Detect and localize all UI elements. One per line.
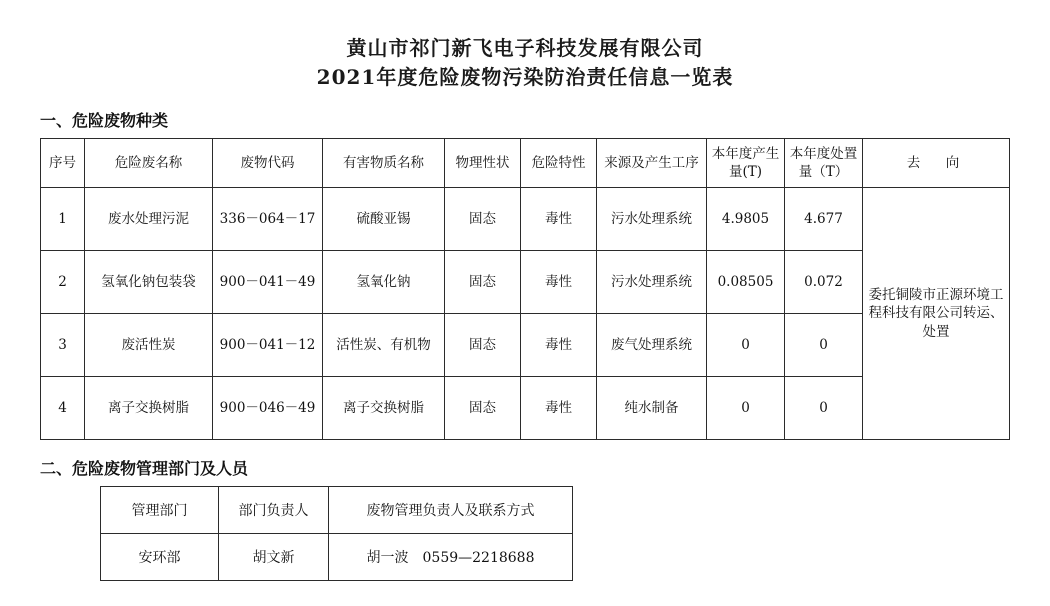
cell-production: 0.08505 — [707, 251, 785, 314]
cell-code: 900－046－49 — [213, 377, 323, 440]
cell-hazard: 毒性 — [521, 188, 597, 251]
cell-seq: 2 — [41, 251, 85, 314]
cell-source: 纯水制备 — [597, 377, 707, 440]
cell-physical: 固态 — [445, 251, 521, 314]
cell-source: 污水处理系统 — [597, 188, 707, 251]
cell-substance: 活性炭、有机物 — [323, 314, 445, 377]
cell-code: 900－041－49 — [213, 251, 323, 314]
header-leader: 部门负责人 — [219, 487, 329, 534]
header-contact: 废物管理负责人及联系方式 — [329, 487, 573, 534]
header-source: 来源及产生工序 — [597, 139, 707, 188]
header-hazard: 危险特性 — [521, 139, 597, 188]
cell-physical: 固态 — [445, 314, 521, 377]
cell-name: 离子交换树脂 — [85, 377, 213, 440]
document-page — [0, 34, 1050, 606]
management-table — [100, 486, 573, 581]
cell-leader: 胡文新 — [219, 534, 329, 581]
cell-disposal: 0 — [785, 377, 863, 440]
header-code: 废物代码 — [213, 139, 323, 188]
cell-physical: 固态 — [445, 188, 521, 251]
document-title-line-1: 黄山市祁门新飞电子科技发展有限公司 — [346, 36, 704, 60]
cell-substance: 硫酸亚锡 — [323, 188, 445, 251]
cell-disposal: 0.072 — [785, 251, 863, 314]
cell-disposal: 4.677 — [785, 188, 863, 251]
header-destination: 去 向 — [863, 139, 1010, 188]
header-department: 管理部门 — [101, 487, 219, 534]
cell-source: 废气处理系统 — [597, 314, 707, 377]
document-title-line-2: 2021年度危险废物污染防治责任信息一览表 — [316, 65, 734, 89]
cell-disposal: 0 — [785, 314, 863, 377]
cell-code: 900－041－12 — [213, 314, 323, 377]
header-disposal: 本年度处置量（T） — [785, 139, 863, 188]
cell-code: 336－064－17 — [213, 188, 323, 251]
cell-hazard: 毒性 — [521, 377, 597, 440]
cell-destination: 委托铜陵市正源环境工程科技有限公司转运、处置 — [863, 188, 1010, 440]
cell-source: 污水处理系统 — [597, 251, 707, 314]
cell-contact: 胡一波 0559—2218688 — [329, 534, 573, 581]
header-name: 危险废名称 — [85, 139, 213, 188]
cell-name: 氢氧化钠包装袋 — [85, 251, 213, 314]
cell-name: 废活性炭 — [85, 314, 213, 377]
header-physical: 物理性状 — [445, 139, 521, 188]
cell-production: 0 — [707, 314, 785, 377]
header-production: 本年度产生量(T) — [707, 139, 785, 188]
table-row — [101, 534, 573, 581]
section-heading-waste-types: 一、危险废物种类 — [40, 111, 169, 130]
cell-name: 废水处理污泥 — [85, 188, 213, 251]
cell-seq: 3 — [41, 314, 85, 377]
management-header-row — [101, 487, 573, 534]
header-substance: 有害物质名称 — [323, 139, 445, 188]
section-heading-management: 二、危险废物管理部门及人员 — [40, 459, 249, 478]
cell-department: 安环部 — [101, 534, 219, 581]
cell-hazard: 毒性 — [521, 314, 597, 377]
hazardous-waste-table — [40, 138, 1010, 440]
cell-substance: 氢氧化钠 — [323, 251, 445, 314]
cell-production: 0 — [707, 377, 785, 440]
cell-substance: 离子交换树脂 — [323, 377, 445, 440]
cell-hazard: 毒性 — [521, 251, 597, 314]
cell-seq: 4 — [41, 377, 85, 440]
cell-production: 4.9805 — [707, 188, 785, 251]
header-seq: 序号 — [41, 139, 85, 188]
cell-physical: 固态 — [445, 377, 521, 440]
table-header-row — [41, 139, 1010, 188]
table-row — [41, 188, 1010, 251]
document-title-block — [0, 34, 1050, 92]
cell-seq: 1 — [41, 188, 85, 251]
